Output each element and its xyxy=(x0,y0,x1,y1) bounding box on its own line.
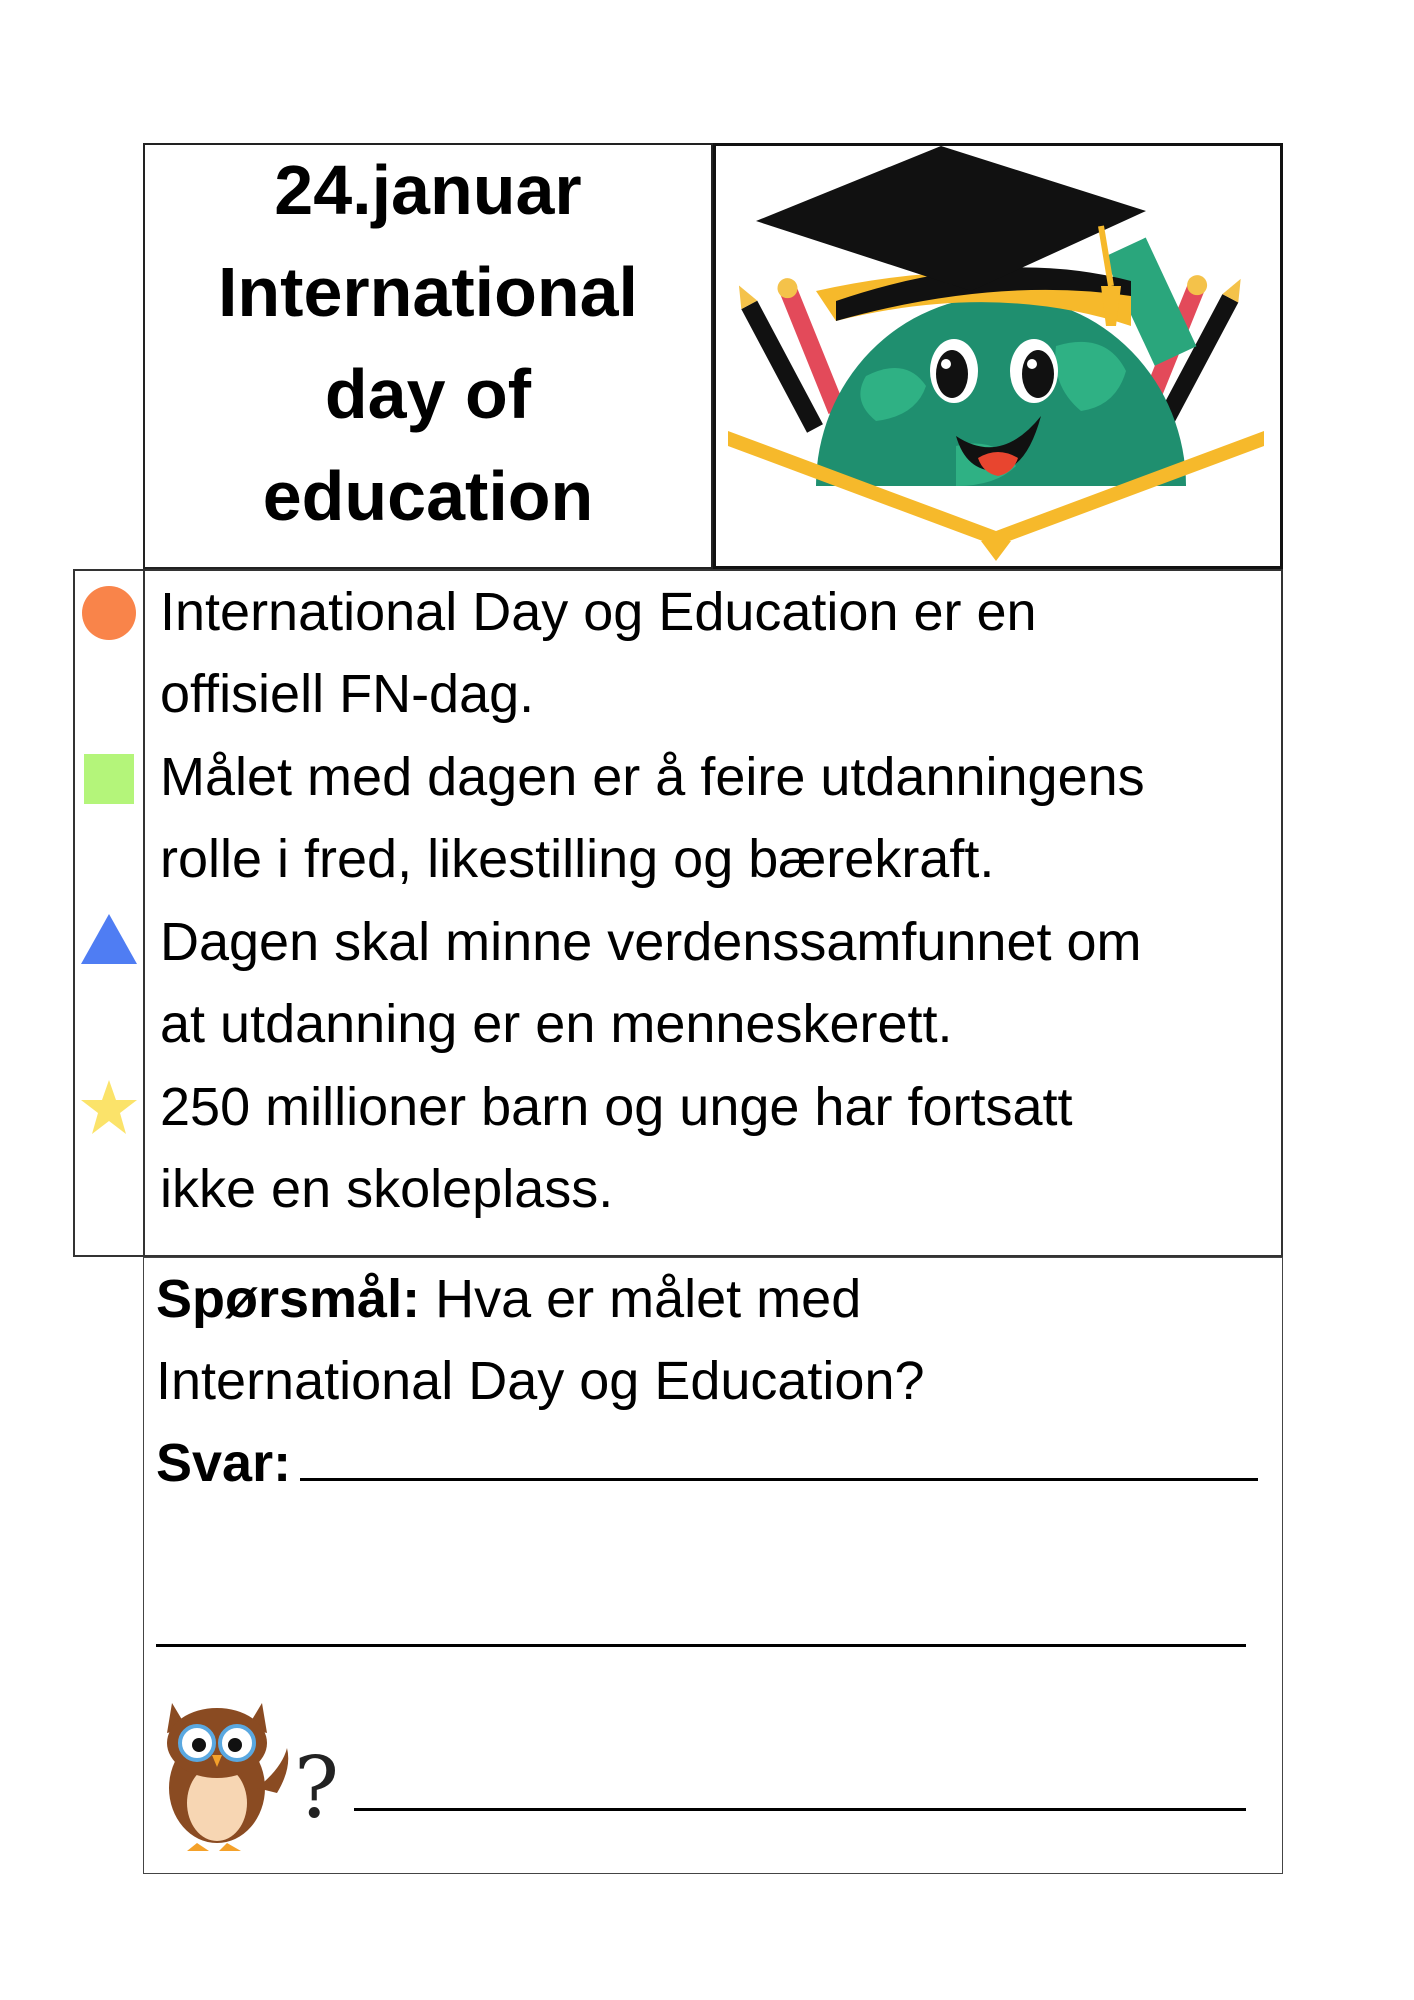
question-text-2: International Day og Education? xyxy=(156,1351,925,1411)
title-line-4: education xyxy=(262,457,594,535)
illustration-cell xyxy=(713,143,1283,569)
question-cell xyxy=(143,1257,1283,1874)
owl-icon xyxy=(162,1693,292,1853)
fact-line-4: rolle i fred, likestilling og bærekraft. xyxy=(160,829,995,889)
fact-line-2: offisiell FN-dag. xyxy=(160,664,535,724)
answer-label: Svar: xyxy=(156,1433,292,1493)
star-marker-icon xyxy=(78,1077,140,1139)
facts-cell xyxy=(143,569,1283,1257)
fact-line-6: at utdanning er en menneskerett. xyxy=(160,994,953,1054)
fact-line-7: 250 millioner barn og unge har fortsatt xyxy=(160,1077,1073,1137)
marker-strip xyxy=(73,569,145,1257)
question-line-1 xyxy=(156,1258,861,1340)
triangle-marker-icon xyxy=(78,911,140,967)
question-mark: ? xyxy=(294,1739,340,1837)
fact-line-5: Dagen skal minne verdenssamfunnet om xyxy=(160,912,1142,972)
circle-marker-icon xyxy=(79,583,139,643)
fact-line-1: International Day og Education er en xyxy=(160,582,1037,642)
answer-line-3[interactable] xyxy=(354,1808,1246,1811)
title-cell xyxy=(143,143,713,569)
answer-line-1[interactable] xyxy=(300,1478,1258,1481)
fact-line-8: ikke en skoleplass. xyxy=(160,1159,614,1219)
square-marker-icon xyxy=(81,751,137,807)
question-text-1: Hva er målet med xyxy=(420,1269,862,1329)
title-date: 24.januar xyxy=(274,151,582,229)
question-label: Spørsmål: xyxy=(156,1269,421,1329)
title-line-2: International xyxy=(217,253,639,331)
answer-line-2[interactable] xyxy=(156,1644,1246,1647)
title-line-3: day of xyxy=(324,355,532,433)
fact-line-3: Målet med dagen er å feire utdanningens xyxy=(160,747,1145,807)
globe-graduation-cap-book-icon xyxy=(716,146,1280,566)
